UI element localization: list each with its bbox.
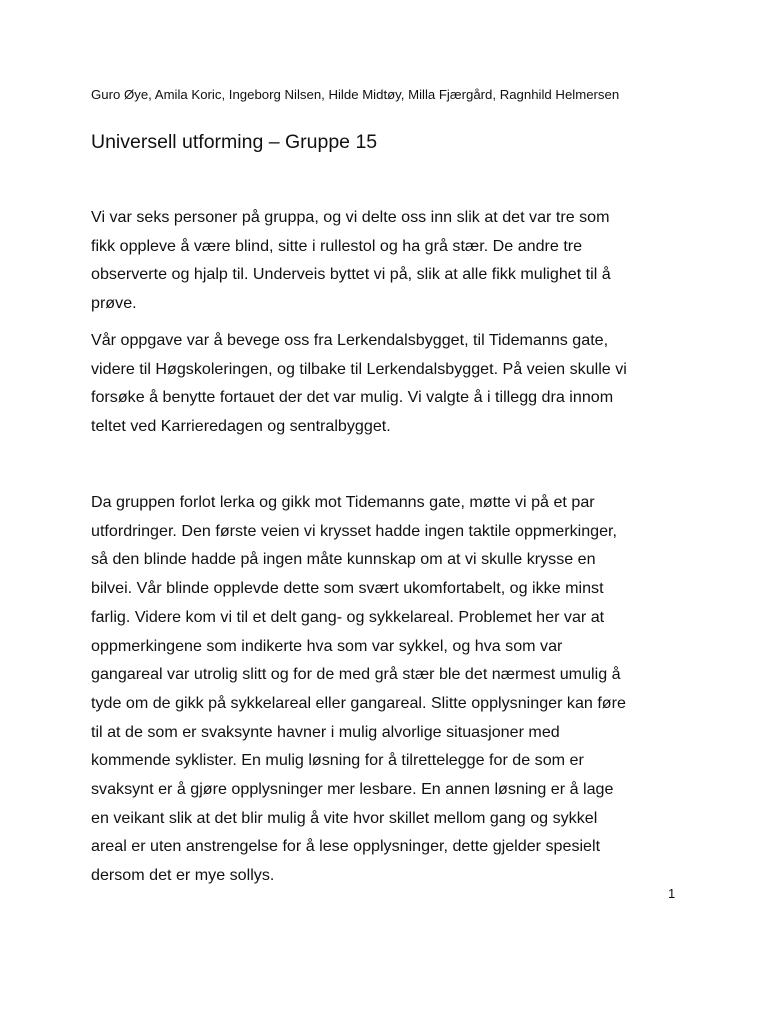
- paragraph-line: utfordringer. Den første veien vi krysset hadde ingen taktile oppmerkinger,: [91, 521, 618, 540]
- paragraph-group-roles: [91, 203, 691, 318]
- paragraph-line: oppmerkingene som indikerte hva som var sykkel, og hva som var: [91, 636, 563, 655]
- paragraph-challenges: [91, 488, 691, 890]
- paragraph-line: observerte og hjalp til. Underveis byttet vi på, slik at alle fikk mulighet til å: [91, 265, 611, 284]
- paragraph-line: tyde om de gikk på sykkelareal eller gangareal. Slitte opplysninger kan føre: [91, 693, 626, 712]
- paragraph-line: prøve.: [91, 294, 137, 313]
- paragraph-line: Vi var seks personer på gruppa, og vi delte oss inn slik at det var tre som: [91, 208, 610, 226]
- paragraph-line: en veikant slik at det blir mulig å vite hvor skillet mellom gang og sykkel: [91, 808, 598, 827]
- paragraph-line: Da gruppen forlot lerka og gikk mot Tidemanns gate, møtte vi på et par: [91, 493, 595, 511]
- paragraph-line: fikk oppleve å være blind, sitte i rullestol og ha grå stær. De andre tre: [91, 236, 583, 255]
- page-number: 1: [668, 886, 676, 901]
- paragraph-line: gangareal var utrolig slitt og for de med grå stær ble det nærmest umulig å: [91, 665, 621, 684]
- paragraph-line: videre til Høgskoleringen, og tilbake til Lerkendalsbygget. På veien skulle vi: [91, 359, 627, 378]
- document-title: Universell utforming – Gruppe 15: [91, 131, 378, 153]
- paragraph-line: svaksynt er å gjøre opplysninger mer lesbare. En annen løsning er å lage: [91, 780, 614, 799]
- author-list: Guro Øye, Amila Koric, Ingeborg Nilsen, Hilde Midtøy, Milla Fjærgård, Ragnhild Helmersen: [91, 87, 620, 102]
- paragraph-line: bilvei. Vår blinde opplevde dette som svært ukomfortabelt, og ikke minst: [91, 579, 604, 598]
- paragraph-line: teltet ved Karrieredagen og sentralbygget.: [91, 417, 391, 436]
- paragraph-line: dersom det er mye sollys.: [91, 866, 275, 885]
- paragraph-line: areal er uten anstrengelse for å lese opplysninger, dette gjelder spesielt: [91, 837, 601, 856]
- paragraph-line: til at de som er svaksynte havner i mulig alvorlige situasjoner med: [91, 722, 560, 741]
- paragraph-line: farlig. Videre kom vi til et delt gang- og sykkelareal. Problemet her var at: [91, 607, 605, 626]
- paragraph-line: Vår oppgave var å bevege oss fra Lerkendalsbygget, til Tidemanns gate,: [91, 331, 609, 349]
- paragraph-line: forsøke å benytte fortauet der det var mulig. Vi valgte å i tillegg dra innom: [91, 388, 614, 407]
- paragraph-line: så den blinde hadde på ingen måte kunnskap om at vi skulle krysse en: [91, 550, 596, 569]
- paragraph-task-route: [91, 326, 691, 441]
- paragraph-line: kommende syklister. En mulig løsning for å tilrettelegge for de som er: [91, 751, 584, 770]
